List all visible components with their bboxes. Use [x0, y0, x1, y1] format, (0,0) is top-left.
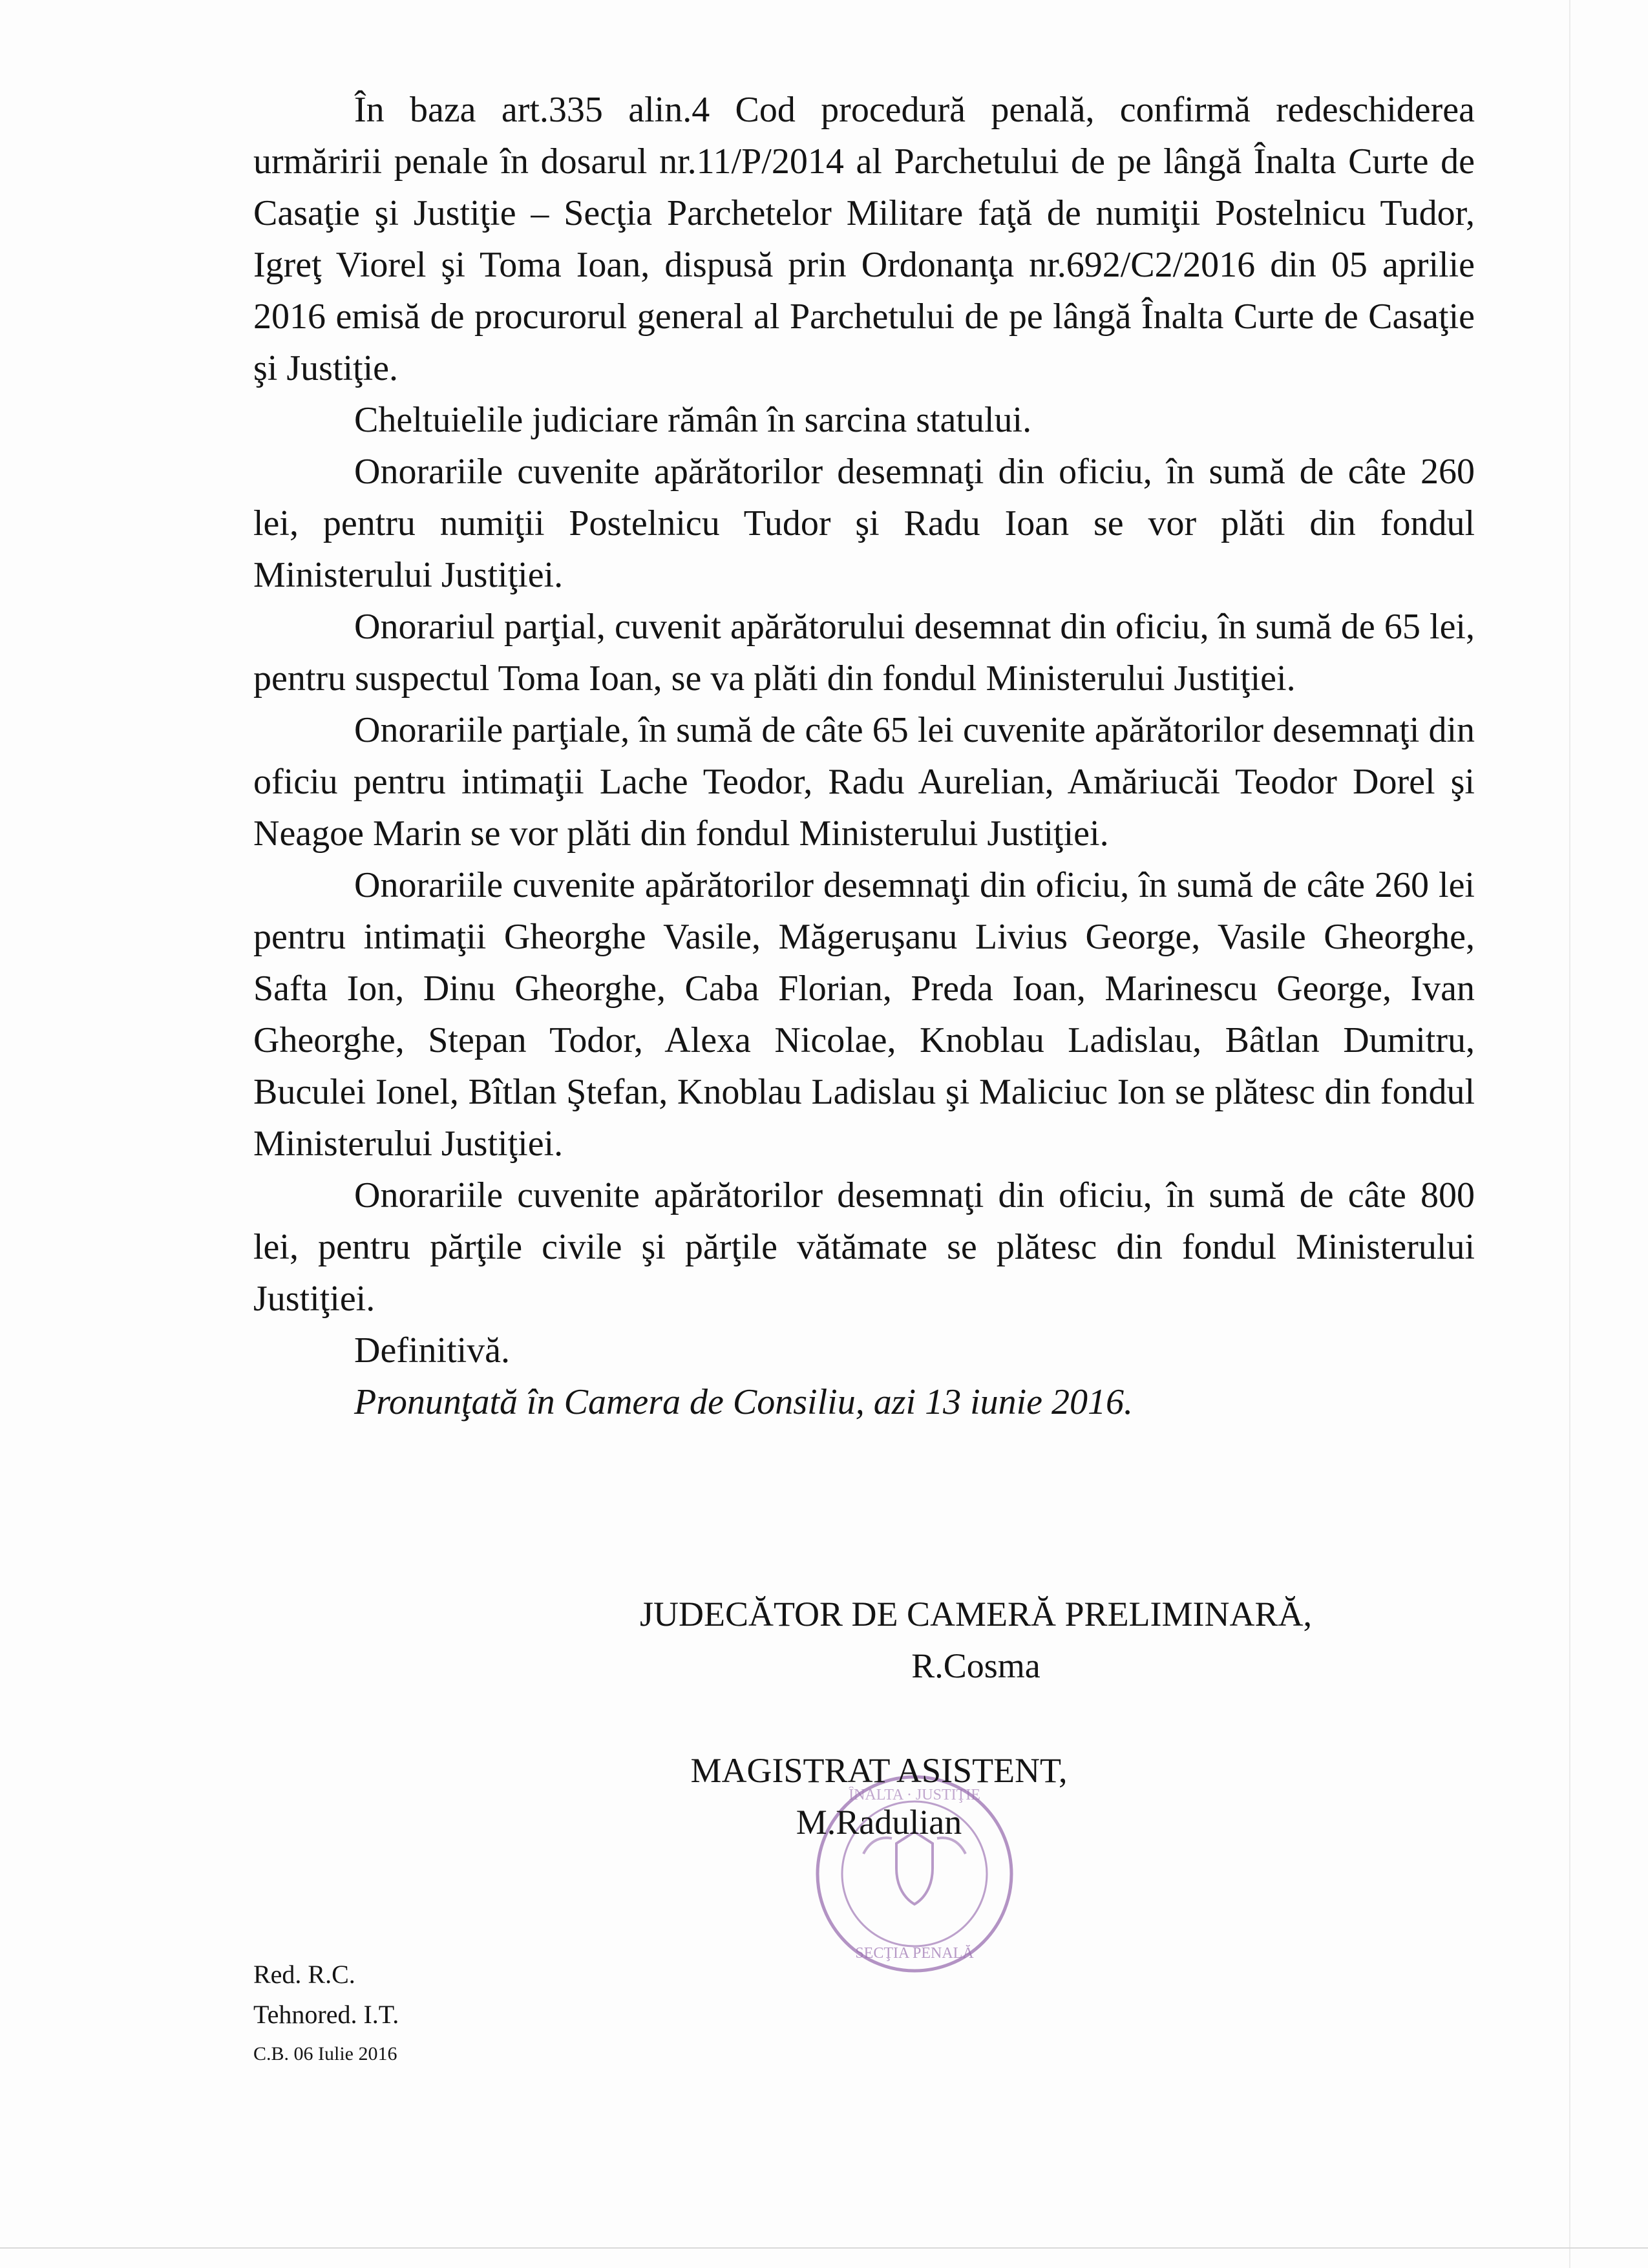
pronouncement-line: Pronunţată în Camera de Consiliu, azi 13 iunie 2016. — [354, 1382, 1134, 1422]
assistant-name: M.Radulian — [796, 1803, 962, 1842]
paragraph-fees-2: Onorariul parţial, cuvenit apărătorului desemnat din oficiu, în sumă de 65 lei, pentru suspectul Toma Ioan, se va plăti din fondul Ministerului Justiţiei. — [253, 607, 1475, 698]
assistant-title: MAGISTRAT ASISTENT, — [690, 1751, 1068, 1790]
judge-name: R.Cosma — [911, 1646, 1041, 1685]
footer-notes — [253, 1955, 399, 2074]
page-bottom-edge — [0, 2247, 1648, 2268]
judge-signature-block — [556, 1588, 1396, 1692]
svg-text:SECŢIA PENALĂ: SECŢIA PENALĂ — [855, 1945, 974, 1962]
paragraph-confirmation: În baza art.335 alin.4 Cod procedură penală, confirmă redeschiderea urmăririi penale în dosarul nr.11/P/2014 al Parchetului de pe lângă Înalta Curte de Casaţie şi Justiţie – Secţia Parchetelor Militare faţă de numiţii Postelnicu Tudor, Igreţ Viorel şi Toma Ioan, dispusă prin Ordonanţa nr.692/C2/2016 din 05 aprilie 2016 emisă de procurorul general al Parchetului de pe lângă Înalta Curte de Casaţie şi Justiţie. — [253, 90, 1475, 388]
paragraph-fees-5: Onorariile cuvenite apărătorilor desemnaţi din oficiu, în sumă de câte 800 lei, pentru părţile civile şi părţile vătămate se plătesc din fondul Ministerului Justiţiei. — [253, 1175, 1475, 1319]
paragraph-final: Definitivă. — [354, 1330, 511, 1370]
cb-note: C.B. 06 Iulie 2016 — [253, 2043, 397, 2064]
tehnored-note: Tehnored. I.T. — [253, 2000, 399, 2029]
assistant-signature-block — [556, 1745, 1202, 1848]
redactor-note: Red. R.C. — [253, 1960, 355, 1989]
paragraph-fees-3: Onorariile parţiale, în sumă de câte 65 lei cuvenite apărătorilor desemnaţi din oficiu pentru intimaţii Lache Teodor, Radu Aurelian, Amăriucăi Teodor Dorel şi Neagoe Marin se vor plăti din fondul Ministerului Justiţiei. — [253, 710, 1475, 854]
ruling-text — [253, 84, 1475, 1428]
paragraph-fees-4: Onorariile cuvenite apărătorilor desemnaţi din oficiu, în sumă de câte 260 lei pentru intimaţii Gheorghe Vasile, Măgeruşanu Livius George, Vasile Gheorghe, Safta Ion, Dinu Gheorghe, Caba Florian, Preda Ioan, Marinescu George, Ivan Gheorghe, Stepan Todor, Alexa Nicolae, Knoblau Ladislau, Bâtlan Dumitru, Buculei Ionel, Bîtlan Ştefan, Knoblau Ladislau şi Maliciuc Ion se plătesc din fondul Ministerului Justiţiei. — [253, 865, 1475, 1164]
svg-text:ÎNALTA · JUSTIŢIE: ÎNALTA · JUSTIŢIE — [849, 1787, 980, 1803]
page-edge — [1569, 0, 1648, 2268]
paragraph-costs: Cheltuielile judiciare rămân în sarcina statului. — [354, 400, 1032, 440]
paragraph-fees-1: Onorariile cuvenite apărătorilor desemnaţi din oficiu, în sumă de câte 260 lei, pentru numiţii Postelnicu Tudor şi Radu Ioan se vor plăti din fondul Ministerului Justiţiei. — [253, 452, 1475, 595]
judge-title: JUDECĂTOR DE CAMERĂ PRELIMINARĂ, — [639, 1595, 1313, 1633]
